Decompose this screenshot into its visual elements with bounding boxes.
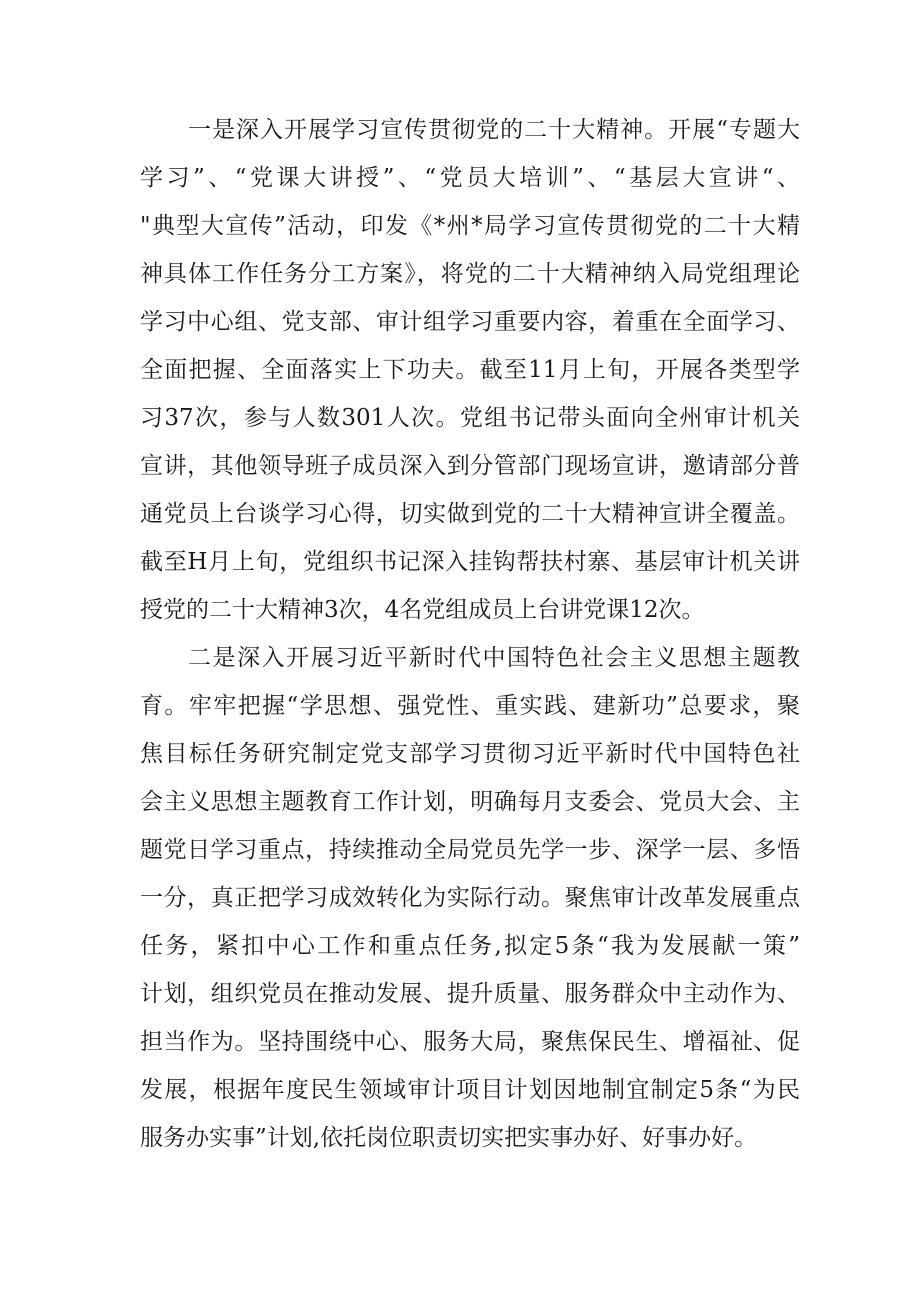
paragraph-line: 截至H月上旬，党组织书记深入挂钩帮扶村寨、基层审计机关讲	[140, 549, 800, 575]
paragraph-line: 担当作为。坚持围绕中心、服务大局，聚焦保民生、增福祉、促	[140, 1029, 800, 1055]
paragraph-line: "典型大宣传”活动，印发《*州*局学习宣传贯彻党的二十大精	[140, 213, 800, 239]
paragraph-line: 育。牢牢把握“学思想、强党性、重实践、建新功”总要求，聚	[140, 693, 800, 719]
paragraph-line: 计划，组织党员在推动发展、提升质量、服务群众中主动作为、	[140, 981, 800, 1007]
paragraph-line: 会主义思想主题教育工作计划，明确每月支委会、党员大会、主	[140, 789, 800, 815]
paragraph-line: 任务，紧扣中心工作和重点任务,拟定5条“我为发展献一策”	[140, 933, 800, 959]
paragraph-line: 授党的二十大精神3次，4名党组成员上台讲党课12次。	[140, 597, 705, 623]
paragraph-line: 学习”、“党课大讲授”、“党员大培训”、“基层大宣讲“、	[140, 165, 800, 191]
paragraph-line: 发展，根据年度民生领域审计项目计划因地制宜制定5条“为民	[140, 1077, 800, 1103]
paragraph-line: 题党日学习重点，持续推动全局党员先学一步、深学一层、多悟	[140, 837, 800, 863]
paragraph-line: 服务办实事”计划,依托岗位职责切实把实事办好、好事办好。	[140, 1125, 758, 1151]
paragraph-line: 学习中心组、党支部、审计组学习重要内容，着重在全面学习、	[140, 309, 800, 335]
paragraph-line: 二是深入开展习近平新时代中国特色社会主义思想主题教	[188, 645, 800, 671]
paragraph-line: 通党员上台谈学习心得，切实做到党的二十大精神宣讲全覆盖。	[140, 501, 800, 527]
paragraph-line: 全面把握、全面落实上下功夫。截至11月上旬，开展各类型学	[140, 357, 800, 383]
paragraph-line: 焦目标任务研究制定党支部学习贯彻习近平新时代中国特色社	[140, 741, 800, 767]
paragraph-line: 习37次，参与人数301人次。党组书记带头面向全州审计机关	[140, 405, 800, 431]
paragraph-line: 一是深入开展学习宣传贯彻党的二十大精神。开展“专题大	[188, 117, 800, 143]
paragraph-line: 一分，真正把学习成效转化为实际行动。聚焦审计改革发展重点	[140, 885, 800, 911]
paragraph-line: 宣讲，其他领导班子成员深入到分管部门现场宣讲，邀请部分普	[140, 453, 800, 479]
paragraph-line: 神具体工作任务分工方案》，将党的二十大精神纳入局党组理论	[140, 261, 800, 287]
